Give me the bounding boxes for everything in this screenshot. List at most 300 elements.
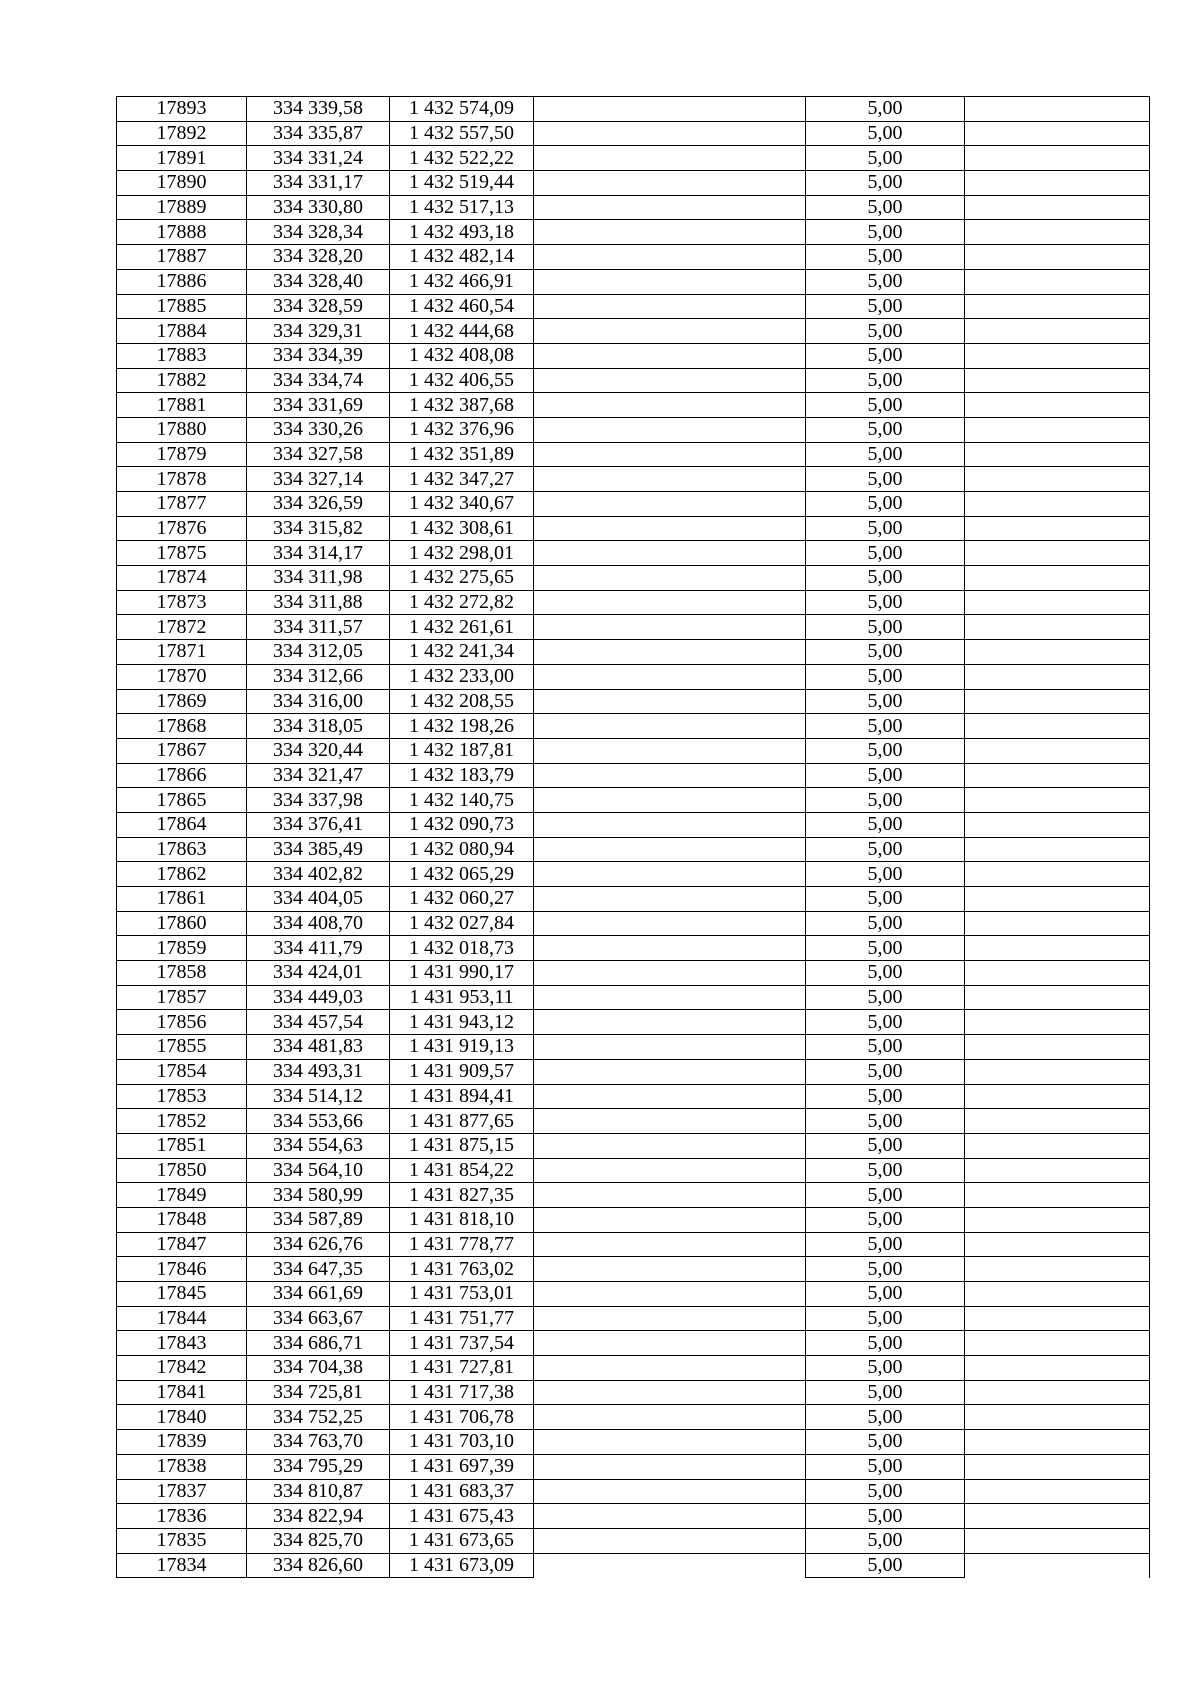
y-coordinate-cell: 1 432 183,79 <box>390 763 534 788</box>
empty-cell <box>534 1084 806 1109</box>
empty-cell <box>965 541 1150 566</box>
table-row <box>117 1528 1150 1553</box>
point-number-cell: 17874 <box>117 566 247 591</box>
point-number-cell: 17857 <box>117 985 247 1010</box>
x-coordinate-cell: 334 449,03 <box>247 985 390 1010</box>
empty-cell <box>534 590 806 615</box>
x-coordinate-cell: 334 330,80 <box>247 195 390 220</box>
empty-cell <box>534 615 806 640</box>
point-number-cell: 17852 <box>117 1109 247 1134</box>
empty-cell <box>534 689 806 714</box>
y-coordinate-cell: 1 432 347,27 <box>390 467 534 492</box>
table-row <box>117 220 1150 245</box>
point-number-cell: 17889 <box>117 195 247 220</box>
empty-cell <box>965 615 1150 640</box>
y-coordinate-cell: 1 432 522,22 <box>390 146 534 171</box>
point-number-cell: 17859 <box>117 936 247 961</box>
point-number-cell: 17863 <box>117 837 247 862</box>
table-row <box>117 714 1150 739</box>
point-number-cell: 17848 <box>117 1207 247 1232</box>
point-number-cell: 17846 <box>117 1257 247 1282</box>
y-coordinate-cell: 1 432 261,61 <box>390 615 534 640</box>
value-cell: 5,00 <box>806 714 965 739</box>
x-coordinate-cell: 334 514,12 <box>247 1084 390 1109</box>
empty-cell <box>965 195 1150 220</box>
empty-cell <box>534 294 806 319</box>
value-cell: 5,00 <box>806 294 965 319</box>
table-row <box>117 738 1150 763</box>
empty-cell <box>965 1158 1150 1183</box>
table-row <box>117 689 1150 714</box>
value-cell: 5,00 <box>806 566 965 591</box>
y-coordinate-cell: 1 432 460,54 <box>390 294 534 319</box>
x-coordinate-cell: 334 661,69 <box>247 1282 390 1307</box>
table-row <box>117 393 1150 418</box>
empty-cell <box>965 1331 1150 1356</box>
y-coordinate-cell: 1 432 187,81 <box>390 738 534 763</box>
x-coordinate-cell: 334 663,67 <box>247 1306 390 1331</box>
y-coordinate-cell: 1 431 717,38 <box>390 1380 534 1405</box>
empty-cell <box>534 97 806 122</box>
x-coordinate-cell: 334 424,01 <box>247 961 390 986</box>
value-cell: 5,00 <box>806 319 965 344</box>
table-row <box>117 1405 1150 1430</box>
empty-cell <box>534 269 806 294</box>
value-cell: 5,00 <box>806 492 965 517</box>
empty-cell <box>965 1207 1150 1232</box>
x-coordinate-cell: 334 554,63 <box>247 1133 390 1158</box>
empty-cell <box>534 1232 806 1257</box>
point-number-cell: 17893 <box>117 97 247 122</box>
y-coordinate-cell: 1 431 675,43 <box>390 1504 534 1529</box>
x-coordinate-cell: 334 327,58 <box>247 442 390 467</box>
empty-cell <box>965 640 1150 665</box>
y-coordinate-cell: 1 431 727,81 <box>390 1356 534 1381</box>
x-coordinate-cell: 334 408,70 <box>247 911 390 936</box>
empty-cell <box>965 738 1150 763</box>
point-number-cell: 17855 <box>117 1035 247 1060</box>
x-coordinate-cell: 334 457,54 <box>247 1010 390 1035</box>
point-number-cell: 17877 <box>117 492 247 517</box>
y-coordinate-cell: 1 432 275,65 <box>390 566 534 591</box>
point-number-cell: 17864 <box>117 812 247 837</box>
empty-cell <box>965 1133 1150 1158</box>
x-coordinate-cell: 334 752,25 <box>247 1405 390 1430</box>
value-cell: 5,00 <box>806 1356 965 1381</box>
point-number-cell: 17878 <box>117 467 247 492</box>
y-coordinate-cell: 1 431 778,77 <box>390 1232 534 1257</box>
y-coordinate-cell: 1 432 018,73 <box>390 936 534 961</box>
empty-cell <box>965 689 1150 714</box>
value-cell: 5,00 <box>806 1035 965 1060</box>
x-coordinate-cell: 334 328,59 <box>247 294 390 319</box>
y-coordinate-cell: 1 431 763,02 <box>390 1257 534 1282</box>
y-coordinate-cell: 1 431 673,09 <box>390 1553 534 1578</box>
empty-cell <box>965 269 1150 294</box>
empty-cell <box>965 467 1150 492</box>
table-row <box>117 442 1150 467</box>
point-number-cell: 17865 <box>117 788 247 813</box>
empty-cell <box>534 1331 806 1356</box>
table-row <box>117 1356 1150 1381</box>
empty-cell <box>965 1010 1150 1035</box>
y-coordinate-cell: 1 432 482,14 <box>390 245 534 270</box>
empty-cell <box>534 887 806 912</box>
value-cell: 5,00 <box>806 640 965 665</box>
empty-cell <box>965 862 1150 887</box>
table-row <box>117 1084 1150 1109</box>
point-number-cell: 17883 <box>117 343 247 368</box>
empty-cell <box>534 1454 806 1479</box>
table-row <box>117 763 1150 788</box>
empty-cell <box>534 862 806 887</box>
table-row <box>117 640 1150 665</box>
table-row <box>117 1035 1150 1060</box>
point-number-cell: 17856 <box>117 1010 247 1035</box>
table-row <box>117 1232 1150 1257</box>
table-row <box>117 788 1150 813</box>
y-coordinate-cell: 1 432 519,44 <box>390 171 534 196</box>
value-cell: 5,00 <box>806 1306 965 1331</box>
empty-cell <box>965 911 1150 936</box>
y-coordinate-cell: 1 432 406,55 <box>390 368 534 393</box>
point-number-cell: 17844 <box>117 1306 247 1331</box>
value-cell: 5,00 <box>806 368 965 393</box>
value-cell: 5,00 <box>806 887 965 912</box>
value-cell: 5,00 <box>806 1109 965 1134</box>
empty-cell <box>534 121 806 146</box>
empty-cell <box>965 1035 1150 1060</box>
value-cell: 5,00 <box>806 590 965 615</box>
empty-cell <box>965 1528 1150 1553</box>
empty-cell <box>965 763 1150 788</box>
empty-cell <box>965 516 1150 541</box>
point-number-cell: 17891 <box>117 146 247 171</box>
table-row <box>117 862 1150 887</box>
x-coordinate-cell: 334 334,74 <box>247 368 390 393</box>
empty-cell <box>534 467 806 492</box>
table-row <box>117 516 1150 541</box>
empty-cell <box>965 664 1150 689</box>
empty-cell <box>965 714 1150 739</box>
value-cell: 5,00 <box>806 788 965 813</box>
empty-cell <box>965 1553 1150 1578</box>
value-cell: 5,00 <box>806 738 965 763</box>
table-row <box>117 269 1150 294</box>
y-coordinate-cell: 1 432 387,68 <box>390 393 534 418</box>
y-coordinate-cell: 1 432 466,91 <box>390 269 534 294</box>
empty-cell <box>965 1380 1150 1405</box>
point-number-cell: 17873 <box>117 590 247 615</box>
empty-cell <box>534 442 806 467</box>
table-row <box>117 319 1150 344</box>
table-row <box>117 837 1150 862</box>
value-cell: 5,00 <box>806 1282 965 1307</box>
empty-cell <box>965 590 1150 615</box>
y-coordinate-cell: 1 432 233,00 <box>390 664 534 689</box>
x-coordinate-cell: 334 326,59 <box>247 492 390 517</box>
point-number-cell: 17872 <box>117 615 247 640</box>
empty-cell <box>965 566 1150 591</box>
x-coordinate-cell: 334 580,99 <box>247 1183 390 1208</box>
x-coordinate-cell: 334 331,17 <box>247 171 390 196</box>
table-row <box>117 1504 1150 1529</box>
empty-cell <box>965 492 1150 517</box>
empty-cell <box>534 171 806 196</box>
point-number-cell: 17882 <box>117 368 247 393</box>
y-coordinate-cell: 1 432 493,18 <box>390 220 534 245</box>
table-row <box>117 245 1150 270</box>
table-row <box>117 1257 1150 1282</box>
x-coordinate-cell: 334 327,14 <box>247 467 390 492</box>
point-number-cell: 17887 <box>117 245 247 270</box>
value-cell: 5,00 <box>806 1528 965 1553</box>
x-coordinate-cell: 334 311,88 <box>247 590 390 615</box>
value-cell: 5,00 <box>806 541 965 566</box>
table-row <box>117 961 1150 986</box>
y-coordinate-cell: 1 431 753,01 <box>390 1282 534 1307</box>
empty-cell <box>534 1035 806 1060</box>
empty-cell <box>965 368 1150 393</box>
x-coordinate-cell: 334 402,82 <box>247 862 390 887</box>
point-number-cell: 17866 <box>117 763 247 788</box>
point-number-cell: 17879 <box>117 442 247 467</box>
x-coordinate-cell: 334 822,94 <box>247 1504 390 1529</box>
y-coordinate-cell: 1 431 875,15 <box>390 1133 534 1158</box>
point-number-cell: 17886 <box>117 269 247 294</box>
y-coordinate-cell: 1 432 208,55 <box>390 689 534 714</box>
table-row <box>117 1380 1150 1405</box>
empty-cell <box>965 1232 1150 1257</box>
y-coordinate-cell: 1 431 673,65 <box>390 1528 534 1553</box>
value-cell: 5,00 <box>806 1257 965 1282</box>
y-coordinate-cell: 1 432 090,73 <box>390 812 534 837</box>
empty-cell <box>965 1059 1150 1084</box>
value-cell: 5,00 <box>806 1232 965 1257</box>
value-cell: 5,00 <box>806 417 965 442</box>
empty-cell <box>534 368 806 393</box>
value-cell: 5,00 <box>806 1158 965 1183</box>
table-row <box>117 467 1150 492</box>
empty-cell <box>965 1257 1150 1282</box>
coordinates-table <box>116 96 1150 1578</box>
x-coordinate-cell: 334 553,66 <box>247 1109 390 1134</box>
empty-cell <box>534 1207 806 1232</box>
x-coordinate-cell: 334 763,70 <box>247 1430 390 1455</box>
point-number-cell: 17860 <box>117 911 247 936</box>
value-cell: 5,00 <box>806 220 965 245</box>
empty-cell <box>534 714 806 739</box>
empty-cell <box>965 1183 1150 1208</box>
value-cell: 5,00 <box>806 1380 965 1405</box>
y-coordinate-cell: 1 431 703,10 <box>390 1430 534 1455</box>
point-number-cell: 17884 <box>117 319 247 344</box>
y-coordinate-cell: 1 432 272,82 <box>390 590 534 615</box>
empty-cell <box>534 1504 806 1529</box>
y-coordinate-cell: 1 432 241,34 <box>390 640 534 665</box>
empty-cell <box>965 936 1150 961</box>
y-coordinate-cell: 1 432 308,61 <box>390 516 534 541</box>
x-coordinate-cell: 334 315,82 <box>247 516 390 541</box>
empty-cell <box>965 417 1150 442</box>
point-number-cell: 17838 <box>117 1454 247 1479</box>
table-row <box>117 1282 1150 1307</box>
value-cell: 5,00 <box>806 1479 965 1504</box>
point-number-cell: 17892 <box>117 121 247 146</box>
empty-cell <box>534 1306 806 1331</box>
x-coordinate-cell: 334 339,58 <box>247 97 390 122</box>
point-number-cell: 17854 <box>117 1059 247 1084</box>
empty-cell <box>534 417 806 442</box>
y-coordinate-cell: 1 432 198,26 <box>390 714 534 739</box>
x-coordinate-cell: 334 825,70 <box>247 1528 390 1553</box>
x-coordinate-cell: 334 704,38 <box>247 1356 390 1381</box>
empty-cell <box>965 887 1150 912</box>
table-row <box>117 1183 1150 1208</box>
empty-cell <box>534 492 806 517</box>
x-coordinate-cell: 334 795,29 <box>247 1454 390 1479</box>
value-cell: 5,00 <box>806 812 965 837</box>
table-row <box>117 1454 1150 1479</box>
value-cell: 5,00 <box>806 121 965 146</box>
x-coordinate-cell: 334 321,47 <box>247 763 390 788</box>
table-row <box>117 566 1150 591</box>
y-coordinate-cell: 1 431 737,54 <box>390 1331 534 1356</box>
x-coordinate-cell: 334 337,98 <box>247 788 390 813</box>
table-row <box>117 417 1150 442</box>
x-coordinate-cell: 334 334,39 <box>247 343 390 368</box>
y-coordinate-cell: 1 431 943,12 <box>390 1010 534 1035</box>
y-coordinate-cell: 1 431 827,35 <box>390 1183 534 1208</box>
table-row <box>117 590 1150 615</box>
empty-cell <box>534 936 806 961</box>
empty-cell <box>534 788 806 813</box>
value-cell: 5,00 <box>806 195 965 220</box>
table-row <box>117 97 1150 122</box>
value-cell: 5,00 <box>806 985 965 1010</box>
empty-cell <box>534 763 806 788</box>
x-coordinate-cell: 334 686,71 <box>247 1331 390 1356</box>
point-number-cell: 17847 <box>117 1232 247 1257</box>
value-cell: 5,00 <box>806 936 965 961</box>
value-cell: 5,00 <box>806 837 965 862</box>
y-coordinate-cell: 1 432 060,27 <box>390 887 534 912</box>
y-coordinate-cell: 1 432 065,29 <box>390 862 534 887</box>
value-cell: 5,00 <box>806 442 965 467</box>
x-coordinate-cell: 334 316,00 <box>247 689 390 714</box>
empty-cell <box>965 1306 1150 1331</box>
y-coordinate-cell: 1 432 298,01 <box>390 541 534 566</box>
x-coordinate-cell: 334 312,05 <box>247 640 390 665</box>
y-coordinate-cell: 1 431 854,22 <box>390 1158 534 1183</box>
empty-cell <box>534 1282 806 1307</box>
x-coordinate-cell: 334 320,44 <box>247 738 390 763</box>
table-row <box>117 195 1150 220</box>
x-coordinate-cell: 334 329,31 <box>247 319 390 344</box>
x-coordinate-cell: 334 314,17 <box>247 541 390 566</box>
table-row <box>117 492 1150 517</box>
empty-cell <box>965 294 1150 319</box>
value-cell: 5,00 <box>806 467 965 492</box>
empty-cell <box>965 1479 1150 1504</box>
empty-cell <box>534 319 806 344</box>
empty-cell <box>534 245 806 270</box>
point-number-cell: 17839 <box>117 1430 247 1455</box>
value-cell: 5,00 <box>806 97 965 122</box>
table-row <box>117 171 1150 196</box>
table-row <box>117 1553 1150 1578</box>
table-row <box>117 121 1150 146</box>
empty-cell <box>965 1356 1150 1381</box>
table-row <box>117 664 1150 689</box>
y-coordinate-cell: 1 432 080,94 <box>390 837 534 862</box>
empty-cell <box>534 566 806 591</box>
point-number-cell: 17841 <box>117 1380 247 1405</box>
point-number-cell: 17836 <box>117 1504 247 1529</box>
empty-cell <box>965 121 1150 146</box>
value-cell: 5,00 <box>806 961 965 986</box>
empty-cell <box>534 1528 806 1553</box>
point-number-cell: 17888 <box>117 220 247 245</box>
value-cell: 5,00 <box>806 763 965 788</box>
value-cell: 5,00 <box>806 245 965 270</box>
table-row <box>117 985 1150 1010</box>
y-coordinate-cell: 1 432 140,75 <box>390 788 534 813</box>
empty-cell <box>534 1133 806 1158</box>
value-cell: 5,00 <box>806 171 965 196</box>
x-coordinate-cell: 334 328,20 <box>247 245 390 270</box>
value-cell: 5,00 <box>806 1183 965 1208</box>
x-coordinate-cell: 334 331,24 <box>247 146 390 171</box>
table-row <box>117 1059 1150 1084</box>
table-row <box>117 343 1150 368</box>
value-cell: 5,00 <box>806 516 965 541</box>
y-coordinate-cell: 1 432 351,89 <box>390 442 534 467</box>
empty-cell <box>534 516 806 541</box>
empty-cell <box>534 1479 806 1504</box>
point-number-cell: 17845 <box>117 1282 247 1307</box>
value-cell: 5,00 <box>806 1207 965 1232</box>
x-coordinate-cell: 334 376,41 <box>247 812 390 837</box>
empty-cell <box>965 343 1150 368</box>
empty-cell <box>965 393 1150 418</box>
point-number-cell: 17842 <box>117 1356 247 1381</box>
table-row <box>117 812 1150 837</box>
y-coordinate-cell: 1 432 376,96 <box>390 417 534 442</box>
empty-cell <box>534 985 806 1010</box>
x-coordinate-cell: 334 331,69 <box>247 393 390 418</box>
empty-cell <box>965 220 1150 245</box>
x-coordinate-cell: 334 493,31 <box>247 1059 390 1084</box>
empty-cell <box>965 812 1150 837</box>
value-cell: 5,00 <box>806 862 965 887</box>
empty-cell <box>534 664 806 689</box>
table-row <box>117 1158 1150 1183</box>
x-coordinate-cell: 334 328,40 <box>247 269 390 294</box>
empty-cell <box>965 1405 1150 1430</box>
empty-cell <box>965 1084 1150 1109</box>
empty-cell <box>965 319 1150 344</box>
value-cell: 5,00 <box>806 1084 965 1109</box>
value-cell: 5,00 <box>806 393 965 418</box>
x-coordinate-cell: 334 318,05 <box>247 714 390 739</box>
table-row <box>117 1010 1150 1035</box>
x-coordinate-cell: 334 311,98 <box>247 566 390 591</box>
x-coordinate-cell: 334 810,87 <box>247 1479 390 1504</box>
table-row <box>117 615 1150 640</box>
y-coordinate-cell: 1 431 919,13 <box>390 1035 534 1060</box>
y-coordinate-cell: 1 432 444,68 <box>390 319 534 344</box>
